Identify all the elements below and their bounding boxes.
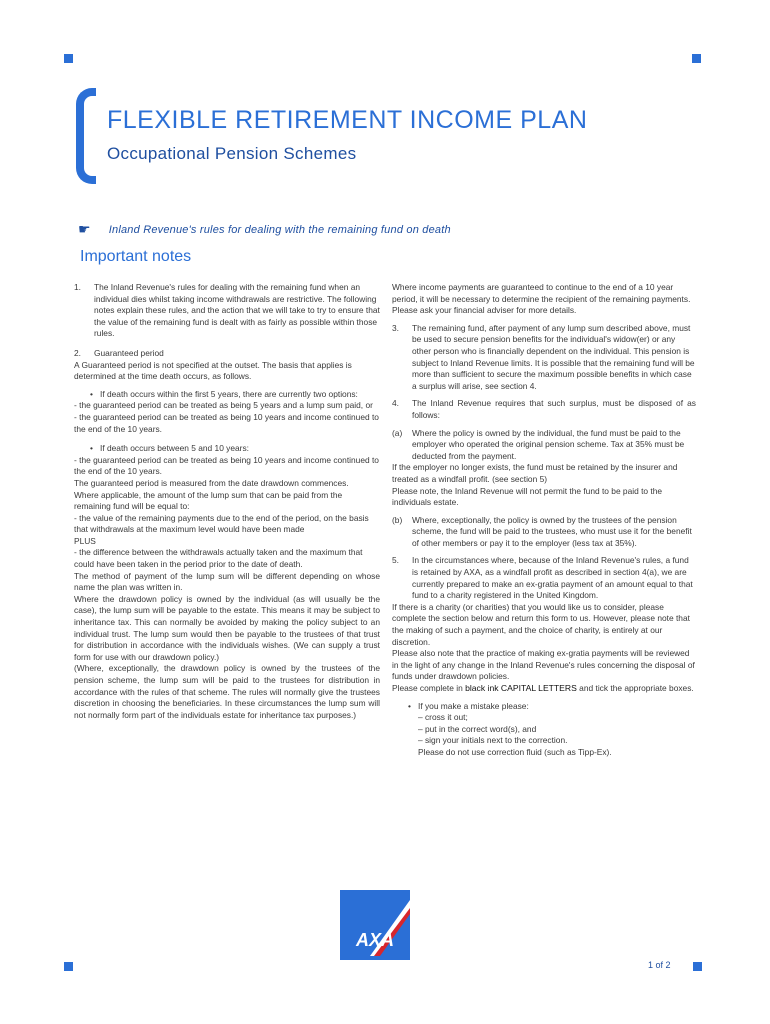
- pointing-hand-icon: ☛: [78, 221, 91, 237]
- bullet-text: If death occurs within the first 5 years, there are currently two options:: [100, 388, 358, 399]
- instruction-highlight: black ink CAPITAL LETTERS: [465, 683, 577, 693]
- title-bracket: [76, 88, 96, 184]
- note-number: 5.: [392, 555, 399, 566]
- paragraph: Where income payments are guaranteed to continue to the end of a 10 year period, it will be necessary to determine the recipient of the remaining payments. Please ask your financial adviser for more details.: [392, 282, 691, 316]
- mistake-instructions: [408, 701, 696, 759]
- axa-logo: [340, 890, 410, 960]
- corner-mark-bottom-left: [64, 962, 73, 971]
- calc-text: - the difference between the withdrawals actually taken and the maximum that could have been taken in the period prior to the date of death.: [74, 547, 363, 570]
- option-text: - the guaranteed period can be treated as being 10 years and income continued to the end of the 10 years.: [74, 454, 379, 477]
- bullet-mark: •: [90, 388, 93, 399]
- note-number: 3.: [392, 322, 399, 333]
- bullet-text: If death occurs between 5 and 10 years:: [100, 443, 249, 454]
- right-column: [392, 282, 696, 759]
- mistake-line: – cross it out;: [418, 712, 468, 723]
- note-3: [392, 323, 696, 393]
- bullet-mark: •: [408, 700, 411, 711]
- paragraph: Please also note that the practice of making ex-gratia payments will be reviewed in the light of any change in the Inland Revenue's rules concerning the disposal of funds under drawdown policies.: [392, 648, 695, 682]
- note-5: [392, 555, 696, 601]
- subitem-label: (a): [392, 427, 403, 438]
- note-number: 1.: [74, 282, 81, 292]
- subitem-text: Where the policy is owned by the individual, the fund must be paid to the employer who operated the original pension scheme. Tax at 35% must be deducted from the payment.: [412, 427, 685, 461]
- complete-instruction: [392, 683, 696, 695]
- note-1: [74, 282, 380, 340]
- page-number: 1 of 2: [648, 960, 671, 970]
- paragraph: (Where, exceptionally, the drawdown policy is owned by the trustees of the pension scheme, the lump sum will be paid to the trustees for distribution in accordance with the rules of that scheme. The rules will normally give the trustees discretion in choosing the beneficiaries. In these circumstances the lump sum will not normally form part of the individuals estate for inheritance tax purposes.): [74, 663, 380, 720]
- left-column: [74, 282, 380, 721]
- paragraph: Where applicable, the amount of the lump sum that can be paid from the remaining fund will be equal to:: [74, 489, 343, 512]
- paragraph: A Guaranteed period is not specified at the outset. The basis that applies is determined at the time death occurs, as follows.: [74, 359, 352, 382]
- paragraph: The guaranteed period is measured from the date drawdown commences.: [74, 477, 349, 488]
- calc-plus: PLUS: [74, 535, 96, 546]
- paragraph: Please note, the Inland Revenue will not permit the fund to be paid to the individuals estate.: [392, 485, 663, 508]
- subitem-text: Where, exceptionally, the policy is owned by the trustees of the pension scheme, the fund will be paid to the trustees, who must use it for the benefit of other members or pay it to the employer (less tax at 35%).: [412, 514, 692, 548]
- instruction-text: Please complete in: [392, 683, 466, 693]
- mistake-line: – sign your initials next to the correction.: [418, 735, 568, 746]
- note-4b: [392, 515, 696, 550]
- subitem-label: (b): [392, 514, 403, 525]
- note-text: The Inland Revenue requires that such surplus, must be disposed of as follows:: [412, 398, 696, 420]
- mistake-line: If you make a mistake please:: [418, 700, 529, 711]
- logo-text: AXA: [355, 930, 395, 950]
- pointer-heading: [78, 221, 451, 238]
- paragraph: Where the drawdown policy is owned by the individual (as will usually be the case), the lump sum will be payable to the estate. This means it may be subject to inheritance tax. This can normally be avoided by making the policy subject to an individual trust. The lump sum would then be payable to the trustees of that trust for distribution in accordance with the individuals wishes. (We can supply a trust form for use with our drawdown policy.): [74, 593, 380, 662]
- paragraph: If the employer no longer exists, the fund must be retained by the insurer and treated as a windfall profit. (see section 5): [392, 462, 678, 484]
- pointer-text: Inland Revenue's rules for dealing with the remaining fund on death: [108, 223, 451, 236]
- note-number: 2.: [74, 347, 81, 358]
- corner-mark-bottom-right: [693, 962, 702, 971]
- page-title: FLEXIBLE RETIREMENT INCOME PLAN: [107, 106, 588, 134]
- corner-mark-top-left: [64, 54, 73, 63]
- bullet-mark: •: [90, 443, 93, 454]
- bullet-item: [90, 389, 380, 401]
- option-text: - the guaranteed period can be treated as being 10 years and income continued to the end of the 10 years.: [74, 411, 379, 434]
- corner-mark-top-right: [692, 54, 701, 63]
- calc-text: - the value of the remaining payments due to the end of the period, on the basis that withdrawals at the maximum level would have been made: [74, 512, 369, 535]
- axa-logo-graphic: [340, 890, 410, 960]
- note-4a: [392, 428, 696, 463]
- bullet-item: [90, 443, 380, 455]
- paragraph: If there is a charity (or charities) that you would like us to consider, please complete the section below and return this form to us. However, please note that the making of such a payment, and the choice of charity, is entirely at our discretion.: [392, 601, 690, 647]
- note-number: 4.: [392, 398, 399, 409]
- note-4: [392, 398, 696, 421]
- section-heading: Important notes: [80, 248, 192, 265]
- paragraph: The method of payment of the lump sum will be different depending on whose name the plan was written in.: [74, 570, 380, 593]
- page-subtitle: Occupational Pension Schemes: [107, 144, 357, 163]
- note-text: The Inland Revenue's rules for dealing with the remaining fund when an individual dies whilst taking income withdrawals are restrictive. The following notes explain these rules, and the action that we will take to try to ensure that the value of the remaining fund is dealt with as fairly as possible within those rules.: [94, 282, 380, 339]
- note-heading: Guaranteed period: [94, 347, 164, 358]
- note-2: [74, 348, 380, 360]
- mistake-line: Please do not use correction fluid (such as Tipp-Ex).: [418, 746, 612, 757]
- note-text: In the circumstances where, because of the Inland Revenue's rules, a fund is retained by AXA, as a windfall profit as described in section 4(a), we are currently prepared to make an ex-gratia payment of an amount equal to that fund to a charity registered in the United Kingdom.: [412, 555, 693, 601]
- instruction-text: and tick the appropriate boxes.: [576, 683, 694, 693]
- option-text: - the guaranteed period can be treated as being 5 years and a lump sum paid, or: [74, 400, 373, 411]
- note-text: The remaining fund, after payment of any lump sum described above, must be used to secure pension benefits for the individual's widow(er) or any other person who is financially dependent on the individual. This pension is subject to Inland Revenue limits. It is possible that the remaining fund will be more than sufficient to secure the maximum possible benefits in which case a surplus will arise, see section 4.: [412, 322, 695, 391]
- mistake-line: – put in the correct word(s), and: [418, 723, 537, 734]
- mistake-lines: [418, 701, 612, 759]
